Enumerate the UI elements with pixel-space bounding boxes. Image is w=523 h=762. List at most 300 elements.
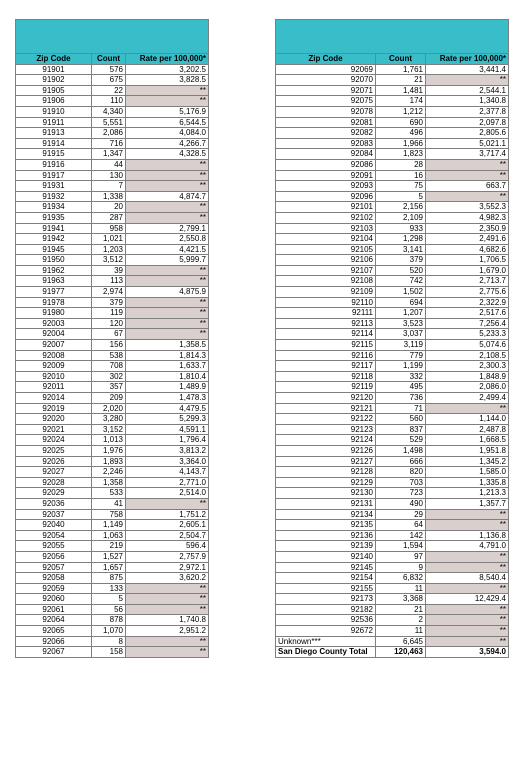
table-row [276,297,509,308]
rate-cell: 1,136.8 [426,530,509,541]
count-cell: 3,280 [92,414,126,425]
table-row [276,329,509,340]
rate-cell: 4,421.5 [126,244,209,255]
table-row [16,159,209,170]
zip-code-cell: 92122 [276,414,376,425]
rate-cell: 4,875.9 [126,287,209,298]
table-row [276,138,509,149]
count-cell: 120 [92,318,126,329]
count-cell: 113 [92,276,126,287]
table-row [16,96,209,107]
rate-cell: 3,594.0 [426,647,509,658]
rate-cell: 2,757.9 [126,551,209,562]
rate-cell: 1,585.0 [426,467,509,478]
count-cell: 1,149 [92,520,126,531]
table-row [16,594,209,605]
count-cell: 9 [376,562,426,573]
rate-cell: ** [126,276,209,287]
table-row [16,541,209,552]
zip-code-cell: 92014 [16,393,92,404]
table-row [276,159,509,170]
count-cell: 1,527 [92,551,126,562]
table-row [276,530,509,541]
zip-code-cell: 92057 [16,562,92,573]
table-row [276,520,509,531]
zip-code-cell: 92054 [16,530,92,541]
count-cell: 2 [376,615,426,626]
rate-cell: 3,620.2 [126,573,209,584]
zip-code-cell: 92126 [276,445,376,456]
count-cell: 3,512 [92,255,126,266]
rate-cell: 3,364.0 [126,456,209,467]
table-row [276,604,509,615]
zip-code-cell: 92081 [276,117,376,128]
count-cell: 2,156 [376,202,426,213]
rate-cell: ** [126,583,209,594]
table-row [276,445,509,456]
table-row [16,573,209,584]
zip-code-cell: 92536 [276,615,376,626]
zip-code-cell: 92111 [276,308,376,319]
zip-code-cell: 92155 [276,583,376,594]
zip-code-cell: 92173 [276,594,376,605]
count-cell: 875 [92,573,126,584]
table-row [276,340,509,351]
rate-cell: 1,848.9 [426,371,509,382]
zip-code-cell: 91915 [16,149,92,160]
zip-code-cell: 92007 [16,340,92,351]
rate-header: Rate per 100,000* [426,54,509,65]
count-cell: 758 [92,509,126,520]
count-cell: 690 [376,117,426,128]
table-row [276,96,509,107]
count-cell: 1,498 [376,445,426,456]
table-row [276,498,509,509]
zip-code-cell: 91911 [16,117,92,128]
table-row [276,583,509,594]
table-row [16,117,209,128]
table-row [276,424,509,435]
table-row [276,212,509,223]
zip-code-cell: 91977 [16,287,92,298]
rate-cell: 3,202.5 [126,64,209,75]
rate-cell: 1,796.4 [126,435,209,446]
rate-cell: 1,633.7 [126,361,209,372]
rate-cell: 2,487.8 [426,424,509,435]
rate-cell: 4,328.5 [126,149,209,160]
rate-cell: 2,491.6 [426,234,509,245]
rate-cell: 1,213.3 [426,488,509,499]
table-row [16,424,209,435]
rate-cell: ** [126,212,209,223]
zip-code-cell: 91962 [16,265,92,276]
count-cell: 16 [376,170,426,181]
rate-cell: 5,176.9 [126,106,209,117]
count-cell: 958 [92,223,126,234]
zip-code-cell: 92071 [276,85,376,96]
rate-cell: 1,358.5 [126,340,209,351]
count-cell: 2,086 [92,128,126,139]
rate-cell: 4,982.3 [426,212,509,223]
rate-cell: ** [126,181,209,192]
table-row [16,361,209,372]
zip-code-cell: 91906 [16,96,92,107]
count-cell: 302 [92,371,126,382]
rate-cell: 4,791.0 [426,541,509,552]
table-row [16,636,209,647]
table-row [16,106,209,117]
count-cell: 6,645 [376,636,426,647]
count-cell: 21 [376,75,426,86]
count-cell: 67 [92,329,126,340]
rate-cell: 1,668.5 [426,435,509,446]
table-row [16,371,209,382]
rate-cell: ** [426,520,509,531]
count-cell: 2,974 [92,287,126,298]
count-cell: 708 [92,361,126,372]
zip-code-cell: 91941 [16,223,92,234]
count-cell: 75 [376,181,426,192]
table-row [16,329,209,340]
zip-code-cell: 92055 [16,541,92,552]
rate-cell: 2,300.3 [426,361,509,372]
table-row [16,212,209,223]
table-row [276,202,509,213]
zip-code-cell: 92129 [276,477,376,488]
rate-cell: 596.4 [126,541,209,552]
count-cell: 357 [92,382,126,393]
table-row [276,106,509,117]
rate-cell: 4,479.5 [126,403,209,414]
count-cell: 779 [376,350,426,361]
table-row [276,435,509,446]
table-row [16,297,209,308]
zip-code-cell: 91934 [16,202,92,213]
count-cell: 538 [92,350,126,361]
zip-code-cell: 92028 [16,477,92,488]
zip-code-cell: 92120 [276,393,376,404]
count-cell: 1,070 [92,626,126,637]
rate-cell: 3,717.4 [426,149,509,160]
zip-code-cell: 92131 [276,498,376,509]
zip-code-cell: Unknown*** [276,636,376,647]
table-row [276,382,509,393]
table-row [276,181,509,192]
count-cell: 142 [376,530,426,541]
zip-code-cell: 92056 [16,551,92,562]
zip-code-header: Zip Code [16,54,92,65]
count-cell: 1,966 [376,138,426,149]
count-cell: 8 [92,636,126,647]
rate-cell: 1,144.0 [426,414,509,425]
count-cell: 495 [376,382,426,393]
table-row [16,488,209,499]
rate-cell: ** [426,615,509,626]
count-cell: 21 [376,604,426,615]
zip-code-cell: 91978 [16,297,92,308]
zip-code-cell: 92084 [276,149,376,160]
table-row [276,318,509,329]
zip-code-cell: 92010 [16,371,92,382]
table-row [16,403,209,414]
count-cell: 560 [376,414,426,425]
zip-code-cell: 91950 [16,255,92,266]
rate-cell: 1,679.0 [426,265,509,276]
rate-cell: 1,706.5 [426,255,509,266]
table-row [276,541,509,552]
count-cell: 723 [376,488,426,499]
count-cell: 71 [376,403,426,414]
count-header: Count [376,54,426,65]
zip-code-cell: 92127 [276,456,376,467]
table-row [276,551,509,562]
table-row [276,75,509,86]
count-cell: 496 [376,128,426,139]
count-cell: 1,481 [376,85,426,96]
table-row [276,509,509,520]
table-row [16,562,209,573]
rate-cell: 1,357.7 [426,498,509,509]
zip-code-cell: 92086 [276,159,376,170]
table-row [16,604,209,615]
table-row [16,456,209,467]
left-data-table [15,19,209,658]
rate-cell: ** [426,75,509,86]
count-cell: 1,013 [92,435,126,446]
zip-code-cell: 92008 [16,350,92,361]
count-cell: 174 [376,96,426,107]
count-cell: 1,212 [376,106,426,117]
table-row [276,350,509,361]
rate-cell: 1,751.2 [126,509,209,520]
rate-cell: 1,489.9 [126,382,209,393]
rate-cell: 2,550.8 [126,234,209,245]
rate-cell: 4,143.7 [126,467,209,478]
table-row [16,477,209,488]
count-cell: 22 [92,85,126,96]
count-cell: 3,152 [92,424,126,435]
rate-cell: ** [426,562,509,573]
rate-cell: ** [426,626,509,637]
table-row [16,498,209,509]
zip-code-cell: 92115 [276,340,376,351]
count-cell: 1,347 [92,149,126,160]
table-row [276,191,509,202]
zip-code-cell: 92110 [276,297,376,308]
zip-code-cell: 91945 [16,244,92,255]
table-row [276,467,509,478]
zip-code-cell: 92029 [16,488,92,499]
table-row [16,255,209,266]
table-row [276,64,509,75]
rate-cell: ** [126,498,209,509]
table-row [276,361,509,372]
count-cell: 1,298 [376,234,426,245]
zip-code-cell: 92011 [16,382,92,393]
rate-cell: ** [126,159,209,170]
zip-code-header: Zip Code [276,54,376,65]
table-row [16,626,209,637]
count-cell: 287 [92,212,126,223]
zip-code-cell: 92069 [276,64,376,75]
count-cell: 379 [376,255,426,266]
table-row [16,223,209,234]
zip-code-cell: 92124 [276,435,376,446]
rate-cell: ** [426,170,509,181]
zip-code-cell: San Diego County Total [276,647,376,658]
zip-code-cell: 92064 [16,615,92,626]
zip-code-cell: 92061 [16,604,92,615]
table-row [276,636,509,647]
table-row [16,414,209,425]
rate-header: Rate per 100,000* [126,54,209,65]
zip-code-cell: 92102 [276,212,376,223]
count-cell: 156 [92,340,126,351]
table-row [16,318,209,329]
rate-cell: ** [126,308,209,319]
zip-code-cell: 92060 [16,594,92,605]
rate-cell: 12,429.4 [426,594,509,605]
table-row [16,265,209,276]
count-cell: 820 [376,467,426,478]
count-cell: 5 [376,191,426,202]
zip-code-cell: 92036 [16,498,92,509]
count-cell: 837 [376,424,426,435]
zip-code-cell: 92135 [276,520,376,531]
table-row [16,520,209,531]
count-cell: 736 [376,393,426,404]
zip-code-cell: 92096 [276,191,376,202]
count-cell: 3,141 [376,244,426,255]
table-row [16,393,209,404]
count-cell: 20 [92,202,126,213]
rate-cell: 2,805.6 [426,128,509,139]
table-row [276,594,509,605]
zip-code-cell: 92025 [16,445,92,456]
rate-cell: 1,335.8 [426,477,509,488]
table-row [276,393,509,404]
count-cell: 97 [376,551,426,562]
count-cell: 529 [376,435,426,446]
rate-cell: 2,086.0 [426,382,509,393]
zip-code-cell: 92134 [276,509,376,520]
rate-cell: ** [426,636,509,647]
zip-code-cell: 91910 [16,106,92,117]
rate-cell: ** [126,318,209,329]
zip-code-cell: 92082 [276,128,376,139]
count-cell: 1,761 [376,64,426,75]
zip-code-cell: 92130 [276,488,376,499]
zip-code-cell: 92020 [16,414,92,425]
rate-cell: 7,256.4 [426,318,509,329]
count-cell: 1,207 [376,308,426,319]
zip-code-cell: 92116 [276,350,376,361]
zip-code-cell: 92059 [16,583,92,594]
count-cell: 2,109 [376,212,426,223]
rate-cell: 2,517.6 [426,308,509,319]
count-cell: 3,523 [376,318,426,329]
table-row [16,287,209,298]
count-cell: 666 [376,456,426,467]
rate-cell: ** [126,265,209,276]
zip-code-cell: 91902 [16,75,92,86]
table-row [16,382,209,393]
zip-code-cell: 92027 [16,467,92,478]
rate-cell: 2,775.6 [426,287,509,298]
zip-code-cell: 92070 [276,75,376,86]
count-cell: 2,246 [92,467,126,478]
zip-code-cell: 92109 [276,287,376,298]
rate-cell: 5,233.3 [426,329,509,340]
zip-code-cell: 92037 [16,509,92,520]
table-row [16,647,209,658]
table-row [16,149,209,160]
count-cell: 120,463 [376,647,426,658]
zip-code-cell: 92091 [276,170,376,181]
count-cell: 1,893 [92,456,126,467]
rate-cell: 1,740.8 [126,615,209,626]
count-cell: 694 [376,297,426,308]
rate-cell: 4,591.1 [126,424,209,435]
table-row [16,75,209,86]
count-cell: 5,551 [92,117,126,128]
zip-code-cell: 91932 [16,191,92,202]
rate-cell: ** [126,170,209,181]
zip-code-cell: 92019 [16,403,92,414]
rate-cell: ** [126,96,209,107]
table-row [16,445,209,456]
count-cell: 332 [376,371,426,382]
table-row [16,128,209,139]
zip-code-cell: 92123 [276,424,376,435]
zip-code-cell: 91901 [16,64,92,75]
count-cell: 44 [92,159,126,170]
count-cell: 56 [92,604,126,615]
rate-cell: 2,972.1 [126,562,209,573]
rate-cell: 1,814.3 [126,350,209,361]
count-cell: 1,823 [376,149,426,160]
table-row [276,477,509,488]
rate-cell: 5,299.3 [126,414,209,425]
rate-cell: ** [126,85,209,96]
table-row [276,371,509,382]
rate-cell: 8,540.4 [426,573,509,584]
table-row [276,488,509,499]
count-cell: 39 [92,265,126,276]
zip-code-cell: 92118 [276,371,376,382]
zip-code-cell: 91914 [16,138,92,149]
count-cell: 1,594 [376,541,426,552]
zip-code-cell: 91963 [16,276,92,287]
zip-code-cell: 92121 [276,403,376,414]
zip-code-cell: 92058 [16,573,92,584]
zip-code-cell: 92106 [276,255,376,266]
count-cell: 7 [92,181,126,192]
count-cell: 110 [92,96,126,107]
count-cell: 209 [92,393,126,404]
table-row [276,117,509,128]
rate-cell: 5,074.6 [426,340,509,351]
zip-code-cell: 92078 [276,106,376,117]
rate-cell: ** [426,583,509,594]
table-row [16,64,209,75]
zip-code-cell: 92040 [16,520,92,531]
rate-cell: ** [426,403,509,414]
zip-code-cell: 92021 [16,424,92,435]
count-cell: 64 [376,520,426,531]
table-row [16,308,209,319]
zip-code-cell: 92075 [276,96,376,107]
